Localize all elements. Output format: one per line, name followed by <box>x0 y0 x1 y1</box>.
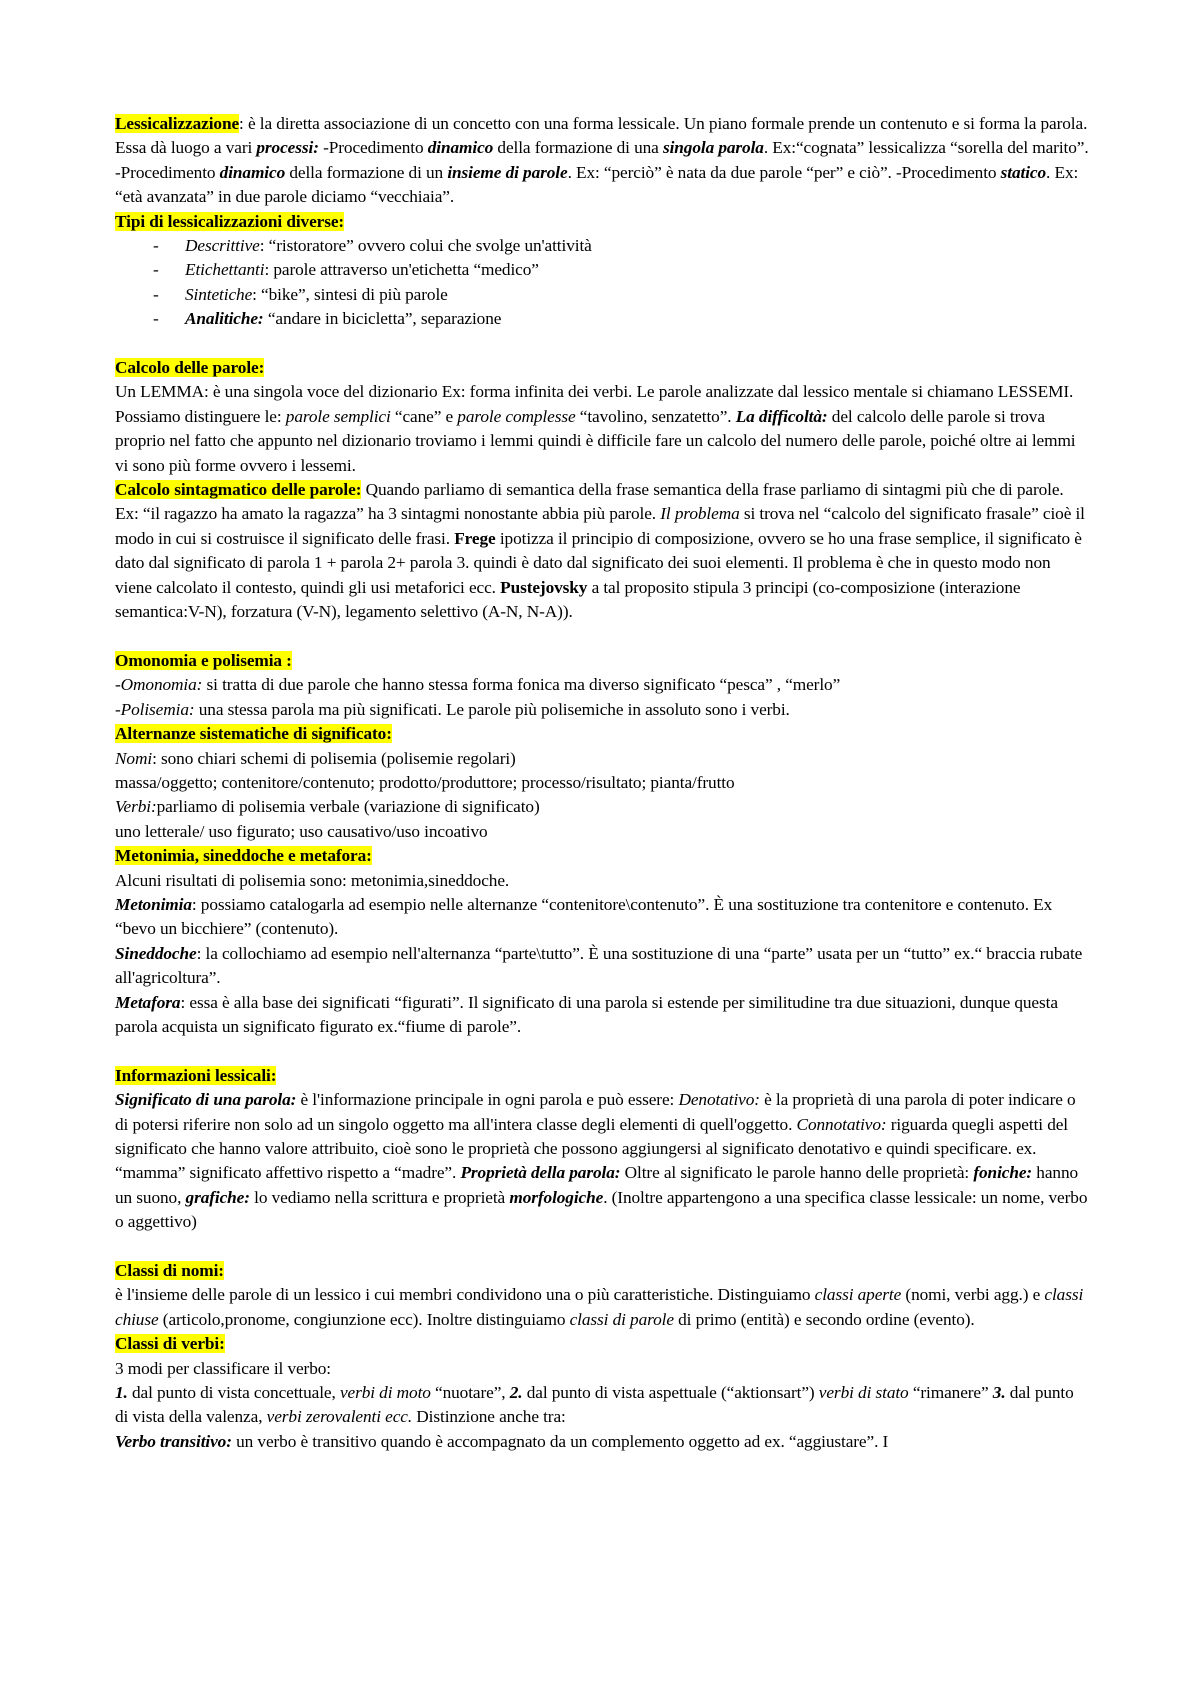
term: Sineddoche <box>115 943 197 963</box>
term: Nomi <box>115 748 153 768</box>
heading-text: Classi di verbi: <box>115 1334 225 1354</box>
text: (articolo,pronome, congiunzione ecc). Inoltre distinguiamo <box>158 1309 570 1329</box>
heading-text: Alternanze sistematiche di significato: <box>115 724 392 744</box>
text: : possiamo catalogarla ad esempio nelle alternanze “contenitore\contenuto”. È una sostituzione tra contenitore e contenuto. Ex “bevo un bicchiere” (contenuto). <box>115 894 1053 939</box>
text: : è la diretta associazione di un concetto con una forma lessicale. Un piano formale prende un contenuto e si forma la parola. Essa dà luogo a vari <box>115 114 1088 158</box>
text: parliamo di polisemia verbale (variazione di significato) <box>156 797 540 817</box>
text: : la collochiamo ad esempio nell'alternanza “parte\tutto”. È una sostituzione di una “parte” usata per un “tutto” ex.“ braccia rubate all'agricoltura”. <box>115 943 1083 988</box>
text: “rimanere” <box>908 1383 993 1403</box>
text: “andare in bicicletta”, separazione <box>263 309 502 329</box>
text: : sono chiari schemi di polisemia (polisemie regolari) <box>152 748 516 768</box>
text: del calcolo delle parole si trova proprio nel fatto che appunto nel dizionario troviamo i lemmi quindi è difficile fare un calcolo del numero delle parole, poiché oltre ai lemmi vi sono più forme ovvero i lessemi. <box>115 406 1076 475</box>
text-emphasis: 3. <box>992 1383 1006 1403</box>
text-bold: Frege <box>454 528 496 548</box>
text-italic: Il problema <box>660 504 740 524</box>
text: di primo (entità) e secondo ordine (evento). <box>673 1309 975 1329</box>
paragraph-calcolo-parole <box>115 380 1090 478</box>
text: dal punto di vista concettuale, <box>127 1383 340 1403</box>
text: lo vediamo nella scrittura e proprietà <box>249 1187 510 1207</box>
heading-tipi-lessicalizzazioni <box>115 210 1090 234</box>
text: (nomi, verbi agg.) e <box>901 1285 1045 1305</box>
text-emphasis: singola parola <box>662 138 764 158</box>
text-emphasis: 1. <box>115 1383 128 1403</box>
list-tipi <box>115 234 1090 332</box>
text-italic: classi aperte <box>814 1285 902 1305</box>
text-emphasis: insieme di parole <box>447 162 568 182</box>
line-nomi <box>115 747 1090 771</box>
paragraph-informazioni <box>115 1088 1090 1234</box>
line-verbi <box>115 795 1090 819</box>
text: - <box>115 699 121 719</box>
line-risultati: Alcuni risultati di polisemia sono: metonimia,sineddoche. <box>115 870 510 890</box>
text: : essa è alla base dei significati “figurati”. Il significato di una parola si estende per similitudine tra due situazioni, dunque questa parola acquista un significato figurato ex.“fiume di parole”. <box>115 992 1058 1036</box>
heading-text: Classi di nomi: <box>115 1261 224 1281</box>
list-item <box>115 234 1090 258</box>
text: : “ristoratore” ovvero colui che svolge un'attività <box>259 236 592 256</box>
text: dal punto di vista aspettuale (“aktionsart”) <box>522 1383 819 1403</box>
text: . Ex: “perciò” è nata da due parole “per” e ciò”. -Procedimento <box>567 162 1001 182</box>
text-emphasis: Proprietà della parola: <box>460 1163 621 1183</box>
term: Verbo transitivo: <box>115 1431 232 1451</box>
line-verbo-transitivo <box>115 1430 1090 1454</box>
list-item <box>115 258 1090 282</box>
term: Descrittive <box>185 236 260 256</box>
heading-text: Metonimia, sineddoche e metafora: <box>115 846 372 866</box>
text: “cane” e <box>390 406 458 426</box>
text-italic: parole complesse <box>457 406 576 426</box>
text: hanno un suono, <box>115 1163 1079 1207</box>
text-emphasis: La difficoltà: <box>735 406 828 426</box>
text-emphasis: grafiche: <box>185 1187 250 1207</box>
text: a tal proposito stipula 3 principi (co-composizione (interazione semantica:V-N), forzatura (V-N), legamento selettivo (A-N, N-A)). <box>115 577 1021 622</box>
text-bold: Pustejovsky <box>500 577 588 597</box>
heading-text: Informazioni lessicali: <box>115 1065 277 1085</box>
paragraph-metafora <box>115 991 1090 1040</box>
term: Omonomia: <box>120 675 203 695</box>
text: Quando parliamo di semantica della frase semantica della frase parliamo di sintagmi più che di parole. Ex: “il ragazzo ha amato la ragazza” ha 3 sintagmi nonostante abbia più parole. <box>115 480 1064 524</box>
term: Metonimia <box>115 894 192 914</box>
line-polisemia <box>115 698 1090 722</box>
paragraph-sineddoche <box>115 942 1090 991</box>
text: “nuotare”, <box>430 1383 510 1403</box>
text: della formazione di una <box>493 138 663 158</box>
text: un verbo è transitivo quando è accompagnato da un complemento oggetto ad ex. “aggiustare”. I <box>231 1431 889 1451</box>
text: dal punto di vista della valenza, <box>115 1383 1074 1427</box>
heading-lessicalizzazione: Lessicalizzazione <box>115 114 240 133</box>
text: si trova nel “calcolo del significato frasale” cioè il modo in cui si costruisce il significato delle frasi. <box>115 504 1085 548</box>
term: Verbi: <box>115 797 157 817</box>
text-italic: Denotativo: <box>678 1090 760 1110</box>
text-italic: classi di parole <box>569 1309 674 1329</box>
term: Etichettanti <box>185 260 265 280</box>
heading-informazioni <box>115 1064 1090 1088</box>
text: ipotizza il principio di composizione, ovvero se ho una frase semplice, il significato è dato dal significato di parola 1 + parola 2+ parola 3. quindi è dato dal significato dei suoi elementi. Il problema è che in questo modo non viene calcolato il contesto, quindi gli usi metaforici ecc. <box>115 528 1082 597</box>
text-emphasis: statico <box>1000 162 1047 182</box>
text: . Ex: “età avanzata” in due parole diciamo “vecchiaia”. <box>115 162 1079 207</box>
text-emphasis: dinamico <box>219 162 286 182</box>
paragraph-calcolo-sintagmatico <box>115 478 1090 624</box>
heading-calcolo-sintagmatico: Calcolo sintagmatico delle parole: <box>115 480 362 500</box>
text: è l'informazione principale in ogni parola e può essere: <box>296 1090 679 1110</box>
text-italic: classi chiuse <box>115 1285 1084 1329</box>
text-emphasis: dinamico <box>427 138 494 158</box>
text: “tavolino, senzatetto”. <box>575 406 736 426</box>
text-italic: verbi di moto <box>339 1383 431 1403</box>
line-omonomia <box>115 673 1090 697</box>
text: riguarda quegli aspetti del significato che hanno valore attribuito, cioè sono le proprietà che possono aggiungersi al significato denotativo e quindi specificare. ex. “mamma” significato affettivo rispetto a “madre”. <box>115 1114 1069 1183</box>
heading-text: Omonomia e polisemia : <box>115 650 292 670</box>
heading-alternanze <box>115 722 1090 746</box>
text: della formazione di un <box>285 162 448 182</box>
list-item <box>115 307 1090 331</box>
line-modi: 3 modi per classificare il verbo: <box>115 1358 331 1378</box>
text: . (Inoltre appartengono a una specifica classe lessicale: un nome, verbo o aggettivo) <box>115 1187 1088 1232</box>
line-verbi-examples: uno letterale/ uso figurato; uso causativo/uso incoativo <box>115 821 488 841</box>
heading-metonimia <box>115 844 1090 868</box>
text: -Procedimento <box>318 138 428 158</box>
heading-text: Tipi di lessicalizzazioni diverse: <box>115 211 345 231</box>
heading-text: Calcolo delle parole: <box>115 358 265 378</box>
text-emphasis: 2. <box>509 1383 523 1403</box>
text-italic: verbi zerovalenti ecc. <box>266 1407 413 1427</box>
text: Oltre al significato le parole hanno delle proprietà: <box>620 1163 974 1183</box>
text-emphasis: processi: <box>256 138 319 158</box>
document-body <box>115 112 1090 1454</box>
text: Un LEMMA: è una singola voce del dizionario Ex: forma infinita dei verbi. Le parole analizzate dal lessico mentale si chiamano LESSEMI. Possiamo distinguere le: <box>115 382 1074 426</box>
text-italic: parole semplici <box>285 406 391 426</box>
text: : “bike”, sintesi di più parole <box>252 284 448 304</box>
paragraph-metonimia <box>115 893 1090 942</box>
heading-calcolo-parole <box>115 356 1090 380</box>
text: Distinzione anche tra: <box>412 1407 566 1427</box>
text-italic: Connotativo: <box>796 1114 887 1134</box>
term: Polisemia: <box>120 699 195 719</box>
heading-classi-nomi <box>115 1259 1090 1283</box>
text: è l'insieme delle parole di un lessico i cui membri condividono una o più caratteristiche. Distinguiamo <box>115 1285 815 1305</box>
text-italic: verbi di stato <box>818 1383 909 1403</box>
term: Analitiche: <box>185 309 264 329</box>
paragraph-classi-nomi <box>115 1283 1090 1332</box>
text: . Ex:“cognata” lessicalizza “sorella del marito”. -Procedimento <box>115 138 1089 182</box>
paragraph-classi-verbi <box>115 1381 1090 1430</box>
text-emphasis: Significato di una parola: <box>115 1090 297 1110</box>
list-item <box>115 283 1090 307</box>
text-emphasis: morfologiche <box>509 1187 604 1207</box>
text: è la proprietà di una parola di poter indicare o di potersi riferire non solo ad un singolo oggetto ma all'intera classe degli elementi di quell'oggetto. <box>115 1090 1076 1134</box>
text: - <box>115 675 121 695</box>
paragraph-lessicalizzazione <box>115 112 1090 210</box>
text: una stessa parola ma più significati. Le parole più polisemiche in assoluto sono i verbi. <box>194 699 790 719</box>
heading-classi-verbi <box>115 1332 1090 1356</box>
text-emphasis: foniche: <box>973 1163 1033 1183</box>
heading-omonomia-polisemia <box>115 649 1090 673</box>
line-nomi-examples: massa/oggetto; contenitore/contenuto; prodotto/produttore; processo/risultato; pianta/frutto <box>115 772 735 792</box>
text: si tratta di due parole che hanno stessa forma fonica ma diverso significato “pesca” , “merlo” <box>202 675 841 695</box>
text: : parole attraverso un'etichetta “medico” <box>264 260 539 280</box>
term: Sintetiche <box>185 284 253 304</box>
term: Metafora <box>115 992 181 1012</box>
